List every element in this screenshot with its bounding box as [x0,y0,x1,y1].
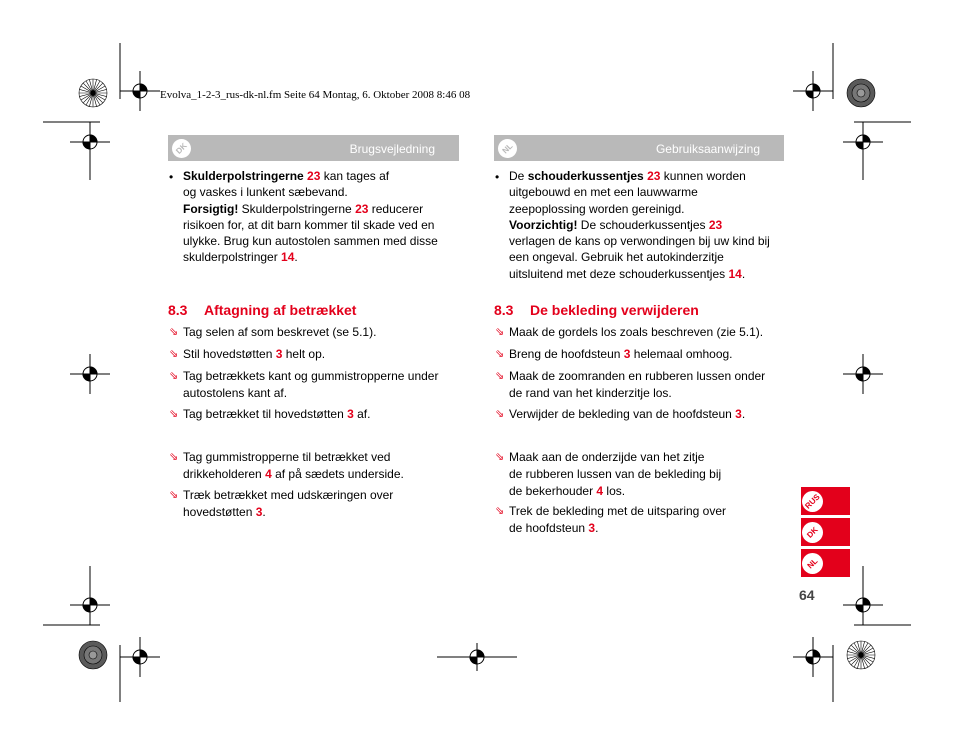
lang-badge-nl: NL [494,135,521,162]
step-nl-5 [495,449,722,500]
step-arrow-icon: ⇘ [495,370,505,382]
warning-label: Forsigtig! [183,201,239,216]
step-arrow-icon: ⇘ [169,408,179,420]
text: kan tages af [320,169,390,183]
part-number: 23 [307,169,321,183]
step-text: Træk betrækket med udskæringen over [183,488,394,502]
text: . [294,250,298,265]
step-nl-6 [495,503,727,537]
step-arrow-icon: ⇘ [495,326,505,338]
section-heading-nl [494,302,699,318]
text: verlagen de kans op verwondingen bij uw kind bij [509,234,770,249]
step-text: de rubberen lussen van de bekleding bij [509,467,722,481]
step-text: Maak aan de onderzijde van het zitje [509,450,705,464]
step-text: af på sædets underside. [271,467,404,481]
part-number: 3 [255,505,263,519]
side-tab-label: NL [798,549,828,579]
step-text: Maak de gordels los zoals beschreven (zie 5.1). [509,325,764,339]
step-arrow-icon: ⇘ [495,408,505,420]
header-bar-nl [494,135,784,161]
step-text: Trek de bekleding met de uitsparing over [509,504,727,518]
step-text: helemaal omhoog. [630,347,733,361]
section-number: 8.3 [168,302,188,318]
header-title-nl: Gebruiksaanwijzing [655,142,760,156]
step-dk-1 [169,324,377,341]
section-heading-dk [168,302,356,318]
text: een ongeval. Gebruik het autokinderzitje [509,250,724,265]
step-arrow-icon: ⇘ [169,370,179,382]
step-text: Breng de hoofdsteun [509,347,624,361]
side-tab-label: DK [798,518,828,548]
step-arrow-icon: ⇘ [169,489,179,501]
text: reducerer [368,201,424,216]
text: og vaskes i lunkent sæbevand. [183,185,348,200]
text: risikoen for, at dit barn kommer til skade ved en [183,217,435,232]
part-number: 14 [281,250,295,265]
step-text: Tag selen af som beskrevet (se 5.1). [183,325,377,339]
header-bar-dk [168,135,459,161]
step-text: . [262,505,266,519]
text: . [741,266,746,281]
page-number: 64 [799,587,815,603]
step-text: Stil hovedstøtten [183,347,276,361]
print-info-line: Evolva_1-2-3_rus-dk-nl.fm Seite 64 Montag, 6. Oktober 2008 8:46 08 [160,89,471,101]
step-dk-5 [169,449,404,483]
bold-term: schouderkussentjes [527,169,644,183]
step-text: drikkeholderen [183,467,266,481]
bold-term: Skulderpolstringerne [183,169,304,183]
side-tab-dk[interactable] [801,518,850,546]
step-arrow-icon: ⇘ [169,451,179,463]
warning-label: Voorzichtig! [509,217,578,232]
part-number: 23 [355,201,369,216]
part-number: 4 [596,484,604,498]
step-text: Maak de zoomranden en rubberen lussen onder [509,369,766,383]
step-text: hovedstøtten [183,505,256,519]
text: De [509,169,528,183]
text: De schouderkussentjes [577,217,709,232]
side-tab-nl[interactable] [801,549,850,577]
step-dk-3 [169,368,439,402]
step-dk-4 [169,406,371,423]
section-title: De bekleding verwijderen [530,302,699,318]
step-text: Tag gummistropperne til betrækket ved [183,450,391,464]
step-arrow-icon: ⇘ [495,451,505,463]
step-dk-2 [169,346,326,363]
step-nl-1 [495,324,764,341]
part-number: 3 [347,407,354,421]
part-number: 3 [588,521,596,535]
step-text: los. [603,484,626,498]
section-number: 8.3 [494,302,514,318]
step-arrow-icon: ⇘ [169,326,179,338]
text: skulderpolstringer [183,250,282,265]
step-text: helt op. [282,347,326,361]
step-text: de bekerhouder [509,484,597,498]
side-tab-rus[interactable] [801,487,850,515]
step-text: . [595,521,599,535]
step-arrow-icon: ⇘ [495,348,505,360]
text: uitsluitend met deze schouderkussentjes [509,266,729,281]
part-number: 3 [735,407,742,421]
step-dk-6 [169,487,394,521]
text: uitgebouwd en met een lauwwarme [509,185,698,200]
text: zeepoplossing worden gereinigd. [509,201,685,216]
step-nl-3 [495,368,766,402]
step-text: de rand van het kinderzitje los. [509,386,672,400]
bullet-dk: • [169,170,174,184]
part-number: 3 [623,347,631,361]
part-number: 3 [275,347,283,361]
intro-paragraph-dk [183,168,473,266]
step-text: Tag betrækket til hovedstøtten [183,407,348,421]
step-text: Verwijder de bekleding van de hoofdsteun [509,407,736,421]
part-number: 23 [647,169,661,183]
step-text: af. [353,407,371,421]
text: Skulderpolstringerne [238,201,356,216]
step-nl-4 [495,406,746,423]
text: ulykke. Brug kun autostolen sammen med disse [183,234,438,249]
step-arrow-icon: ⇘ [495,505,505,517]
step-arrow-icon: ⇘ [169,348,179,360]
intro-paragraph-nl [509,168,794,282]
part-number: 23 [708,217,723,232]
step-text: Tag betrækkets kant og gummistropperne under [183,369,439,383]
step-text: . [741,407,746,421]
side-tab-label: RUS [798,487,828,517]
step-text: autostolens kant af. [183,386,288,400]
step-nl-2 [495,346,733,363]
section-title: Aftagning af betrækket [204,302,357,318]
lang-badge-dk: DK [168,135,195,162]
part-number: 14 [728,266,742,281]
part-number: 4 [265,467,272,481]
bullet-nl: • [495,170,500,184]
header-title-dk: Brugsvejledning [349,142,435,156]
step-text: de hoofdsteun [509,521,589,535]
text: kunnen worden [660,169,746,183]
